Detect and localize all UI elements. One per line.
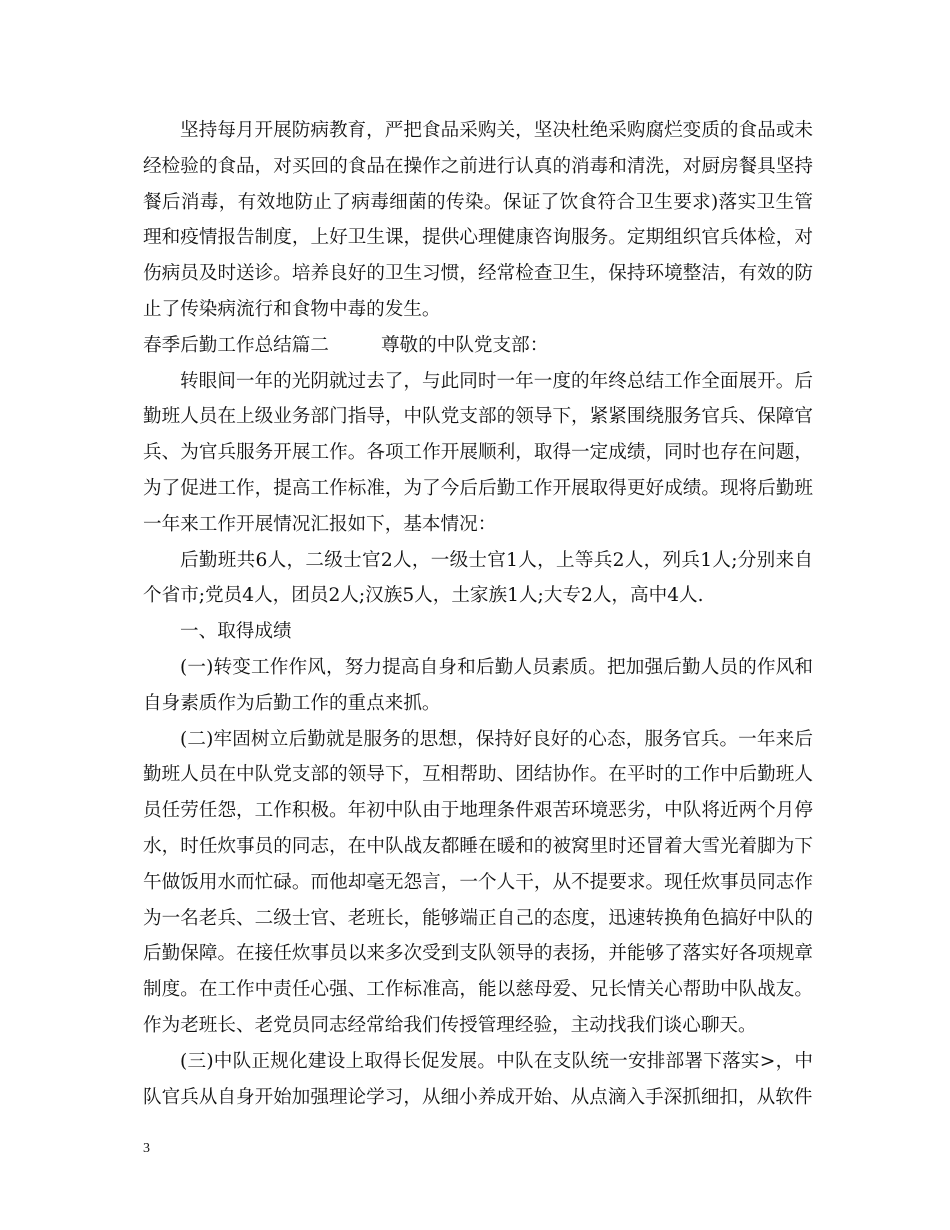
section-title: 春季后勤工作总结篇二 [143, 334, 329, 356]
paragraph-item-3: (三)中队正规化建设上取得长促发展。中队在支队统一安排部署下落实>，中队官兵从自身开始加强理论学习，从细小养成开始、从点滴入手深抓细扣，从软件 [143, 1050, 813, 1108]
paragraph-item-2: (二)牢固树立后勤就是服务的思想，保持好良好的心态，服务官兵。一年来后勤班人员在中队党支部的领导下，互相帮助、团结协作。在平时的工作中后勤班人员任劳任怨，工作积极。年初中队由于地理条件艰苦环境恶劣，中队将近两个月停水，时任炊事员的同志，在中队战友都睡在暖和的被窝里时还冒着大雪光着脚为下午做饭用水而忙碌。而他却毫无怨言，一个人干，从不提要求。现任炊事员同志作为一名老兵、二级士官、老班长，能够端正自己的态度，迅速转换角色搞好中队的后勤保障。在接任炊事员以来多次受到支队领导的表扬，并能够了落实好各项规章制度。在工作中责任心强、工作标准高，能以慈母爱、兄长情关心帮助中队战友。作为老班长、老党员同志经常给我们传授管理经验，主动找我们谈心聊天。 [143, 728, 813, 1036]
document-body [143, 113, 813, 1115]
paragraph-intro: 转眼间一年的光阴就过去了，与此同时一年一度的年终总结工作全面展开。后勤班人员在上级业务部门指导，中队党支部的领导下，紧紧围绕服务官兵、保障官兵、为官兵服务开展工作。各项工作开展顺利，取得一定成绩，同时也存在问题，为了促进工作，提高工作标准，为了今后后勤工作开展取得更好成绩。现将后勤班一年来工作开展情况汇报如下，基本情况： [143, 370, 813, 535]
page-number: 3 [143, 1141, 150, 1156]
paragraph-item-1: (一)转变工作作风，努力提高自身和后勤人员素质。把加强后勤人员的作风和自身素质作为后勤工作的重点来抓。 [143, 656, 813, 714]
subheading-achievements: 一、取得成绩 [180, 621, 292, 643]
paragraph-basic-info: 后勤班共6人，二级士官2人，一级士官1人，上等兵2人，列兵1人;分别来自个省市;党员4人，团员2人;汉族5人，土家族1人;大专2人，高中4人. [143, 549, 813, 607]
section-heading-line [143, 328, 813, 364]
salutation: 尊敬的中队党支部： [380, 334, 549, 356]
paragraph-hygiene: 坚持每月开展防病教育，严把食品采购关，坚决杜绝采购腐烂变质的食品或未经检验的食品，对买回的食品在操作之前进行认真的消毒和清洗，对厨房餐具坚持餐后消毒，有效地防止了病毒细菌的传染。保证了饮食符合卫生要求)落实卫生管理和疫情报告制度，上好卫生课，提供心理健康咨询服务。定期组织官兵体检，对伤病员及时送诊。培养良好的卫生习惯，经常检查卫生，保持环境整洁，有效的防止了传染病流行和食物中毒的发生。 [143, 120, 813, 320]
